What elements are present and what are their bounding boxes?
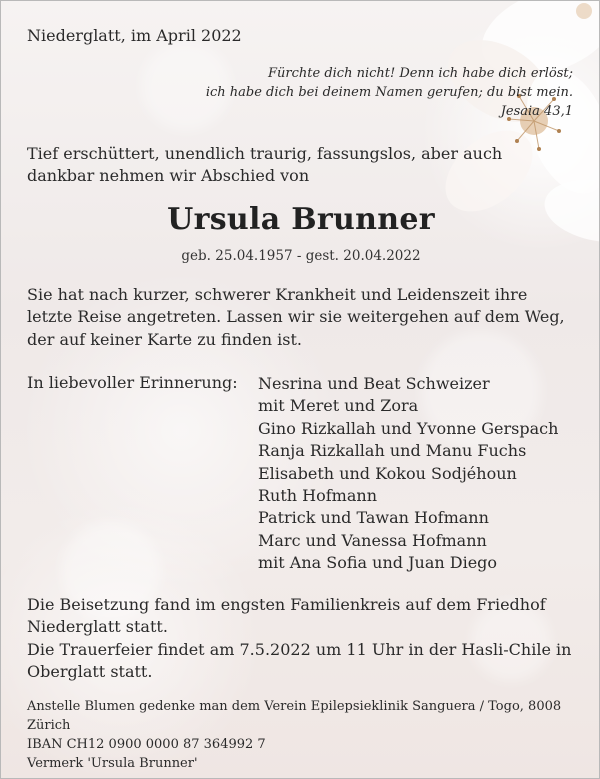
mourner-entry: mit Ana Sofia und Juan Diego — [258, 553, 498, 573]
donation-info — [27, 698, 599, 773]
iban-text: IBAN CH12 0900 0000 87 364992 7 — [27, 736, 266, 752]
intro-text: Tief erschüttert, unendlich traurig, fassungslos, aber auch dankbar nehmen wir Abschied von — [27, 144, 503, 186]
mourner-entry: Patrick und Tawan Hofmann — [258, 508, 489, 528]
quote-line: ich habe dich bei deinem Namen gerufen; du bist mein. — [205, 84, 573, 100]
memory-label: In liebevoller Erinnerung: — [27, 373, 238, 392]
life-dates: geb. 25.04.1957 - gest. 20.04.2022 — [181, 248, 421, 264]
mourners-list — [258, 373, 558, 575]
mourner-entry: Ruth Hofmann — [258, 485, 377, 505]
mourner-entry: Gino Rizkallah und Yvonne Gerspach — [258, 418, 559, 438]
mourner-entry: Elisabeth und Kokou Sodjéhoun — [258, 463, 517, 483]
mourner-entry: Ranja Rizkallah und Manu Fuchs — [258, 441, 527, 461]
mourner-entry: Marc und Vanessa Hofmann — [258, 530, 487, 550]
mourner-entry: Nesrina und Beat Schweizer — [258, 374, 490, 393]
bible-quote — [206, 65, 573, 122]
ceremony-text: Die Trauerfeier findet am 7.5.2022 um 11 Uhr in der Hasli-Chile in Oberglatt statt. — [27, 639, 572, 682]
place-date: Niederglatt, im April 2022 — [27, 26, 242, 45]
farewell-paragraph: Sie hat nach kurzer, schwerer Krankheit und Leidenszeit ihre letzte Reise angetreten. Lassen wir sie weitergehen auf dem Weg, der auf keiner Karte zu finden ist. — [27, 285, 565, 349]
burial-text: Die Beisetzung fand im engsten Familienkreis auf dem Friedhof Niederglatt statt. — [27, 595, 546, 637]
mourner-entry: mit Meret und Zora — [258, 396, 419, 416]
quote-line: Fürchte dich nicht! Denn ich habe dich erlöst; — [268, 66, 573, 81]
donation-text: Anstelle Blumen gedenke man dem Verein Epilepsieklinik Sanguera / Togo, 8008 Zürich — [27, 699, 562, 733]
deceased-name: Ursula Brunner — [167, 202, 435, 237]
reference-text: Vermerk 'Ursula Brunner' — [27, 755, 198, 771]
quote-source: Jesaia 43,1 — [500, 103, 573, 119]
funeral-info — [27, 594, 575, 684]
